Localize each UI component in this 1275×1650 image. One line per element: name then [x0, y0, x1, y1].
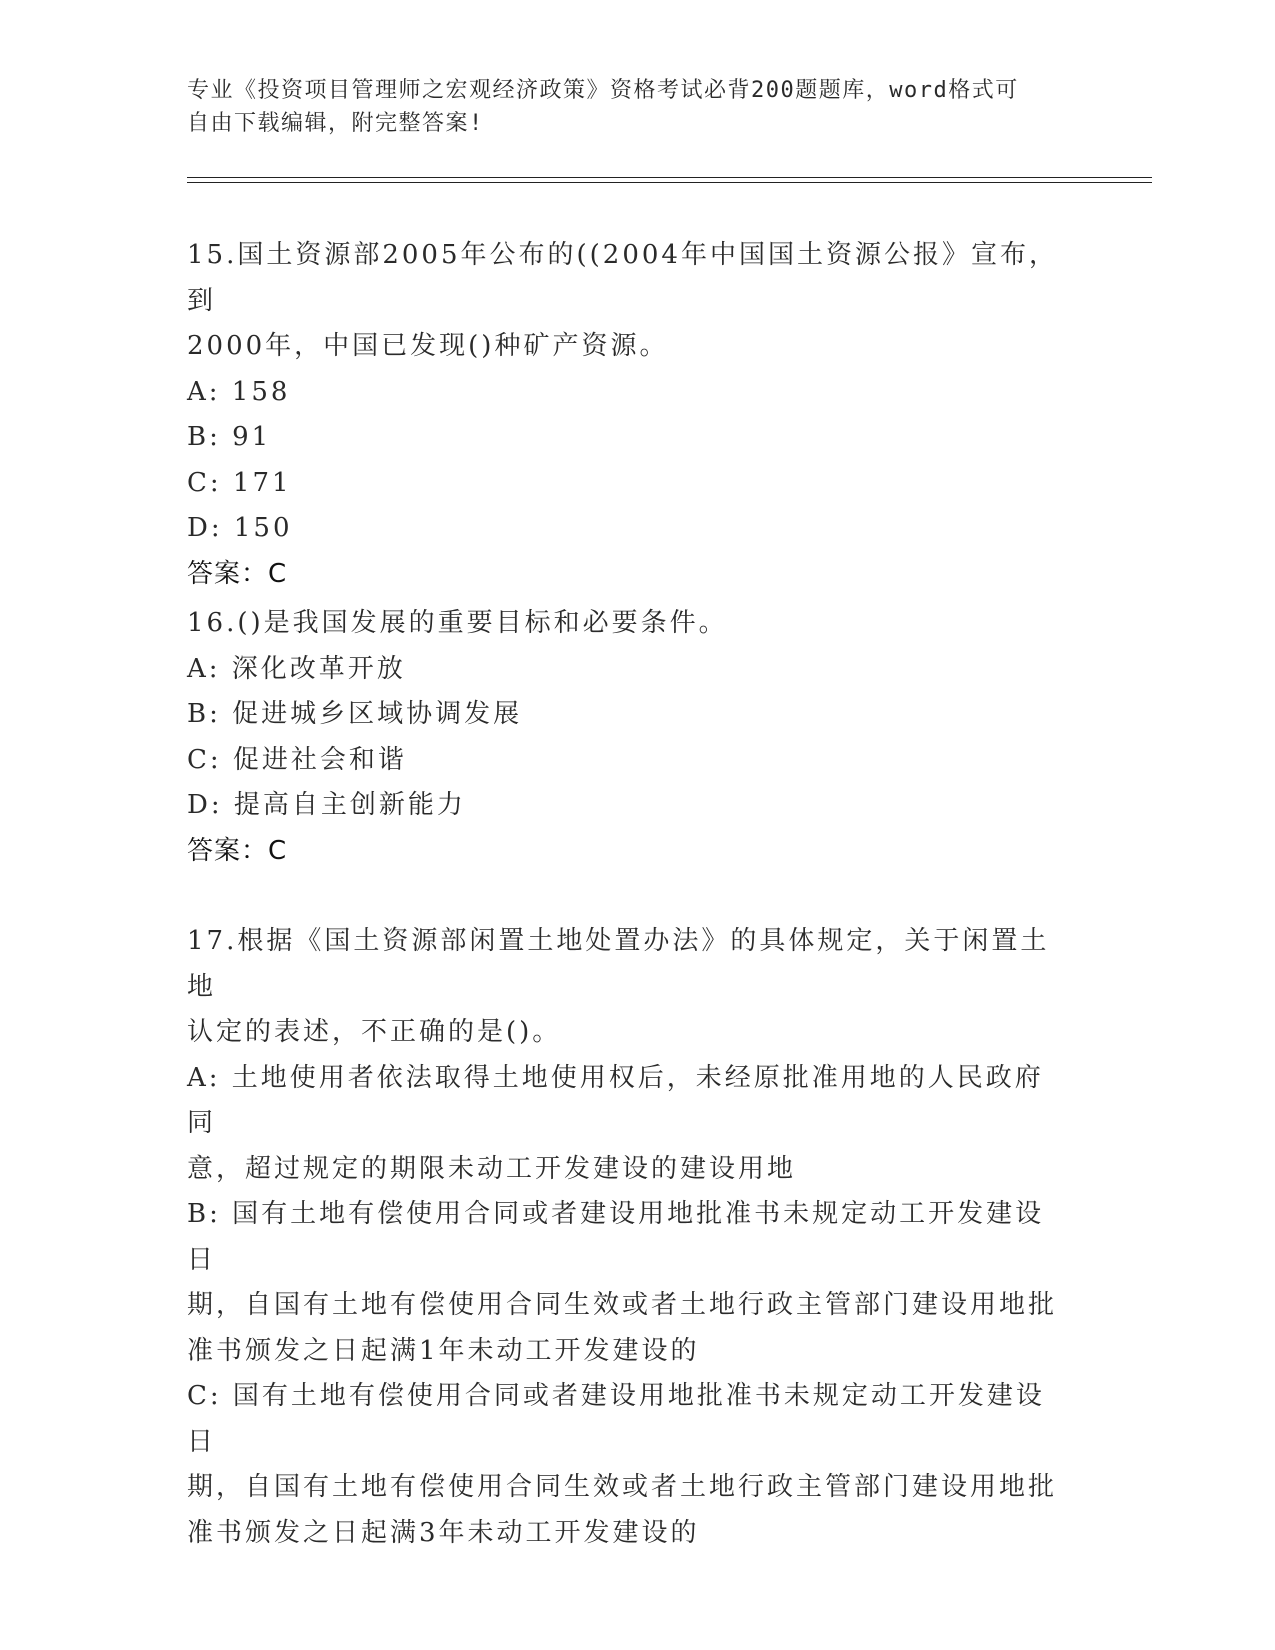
question-text-line: 17.根据《国土资源部闲置土地处置办法》的具体规定，关于闲置土地 [187, 926, 1050, 1002]
question-text-line: 认定的表述，不正确的是()。 [187, 1017, 562, 1047]
answer: 答案：C [187, 558, 288, 589]
option-c-line: 准书颁发之日起满3年未动工开发建设的 [187, 1517, 700, 1548]
option-c-line: 期，自国有土地有偿使用合同生效或者土地行政主管部门建设用地批 [187, 1472, 1058, 1502]
document-header [187, 74, 1067, 140]
question-16 [187, 601, 1067, 874]
option-a-line: A: 土地使用者依法取得土地使用权后，未经原批准用地的人民政府同 [187, 1062, 1044, 1138]
option-a-line: 意，超过规定的期限未动工开发建设的建设用地 [187, 1153, 797, 1184]
option-d: D: 150 [187, 513, 293, 543]
header-divider-bottom [187, 182, 1152, 183]
question-text-line: 16.()是我国发展的重要目标和必要条件。 [187, 608, 728, 638]
question-text-line: 2000年，中国已发现()种矿产资源。 [187, 331, 669, 361]
option-b-line: 准书颁发之日起满1年未动工开发建设的 [187, 1335, 700, 1366]
option-c: C: 171 [187, 467, 292, 498]
option-b: B: 促进城乡区域协调发展 [187, 699, 523, 729]
question-text-line: 15.国土资源部2005年公布的((2004年中国国土资源公报》宣布，到 [187, 240, 1058, 316]
header-divider-top [187, 177, 1152, 178]
answer: 答案：C [187, 835, 288, 866]
option-c-line: C: 国有土地有偿使用合同或者建设用地批准书未规定动工开发建设日 [187, 1381, 1045, 1457]
header-line-1: 专业《投资项目管理师之宏观经济政策》资格考试必背200题题库，word格式可 [187, 78, 1019, 103]
question-17 [187, 919, 1067, 1556]
header-line-2: 自由下载编辑，附完整答案! [187, 111, 484, 136]
option-b: B: 91 [187, 422, 272, 452]
option-c: C: 促进社会和谐 [187, 744, 407, 775]
option-b-line: B: 国有土地有偿使用合同或者建设用地批准书未规定动工开发建设日 [187, 1199, 1045, 1275]
option-d: D: 提高自主创新能力 [187, 790, 466, 820]
option-a: A: 深化改革开放 [187, 653, 406, 684]
option-a: A: 158 [187, 376, 291, 407]
question-15 [187, 233, 1067, 597]
option-b-line: 期，自国有土地有偿使用合同生效或者土地行政主管部门建设用地批 [187, 1290, 1058, 1320]
